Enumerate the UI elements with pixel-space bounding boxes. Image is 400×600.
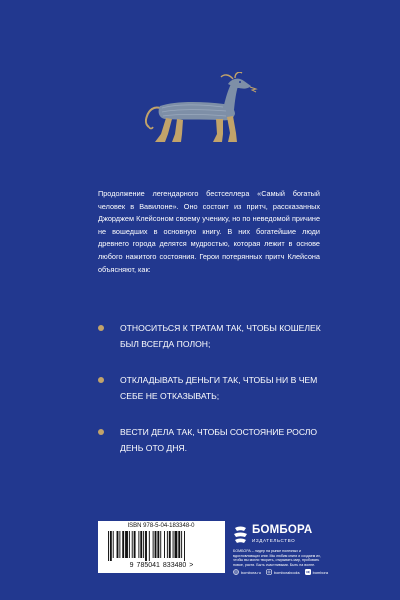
barcode-bar (122, 531, 124, 558)
barcode-bar (145, 531, 147, 561)
benefits-list (98, 320, 328, 476)
barcode-bar (184, 531, 185, 561)
list-item (98, 320, 328, 352)
barcode-bar (149, 531, 150, 561)
social-link-vk[interactable] (305, 569, 328, 575)
publisher-tagline: БОМБОРА – лидер на рынке полезных и вдохновляющих книг. Мы любим книги и создаем их, чтобы вы могли творить, открывать мир, пробовать новое, расти. Быть счастливыми. Быть на волне. (233, 549, 321, 568)
social-link-label: bomborabooks (273, 569, 300, 575)
barcode-bar (125, 531, 128, 558)
publisher-name: БОМБОРА (252, 524, 313, 536)
barcode-bar (155, 531, 157, 558)
bombora-logo-icon (233, 524, 248, 544)
barcode-bar (108, 531, 109, 561)
bullet-dot-icon (98, 325, 104, 331)
barcode-bar (129, 531, 130, 558)
social-link-label: bombora (312, 569, 329, 575)
barcode-bar (132, 531, 133, 558)
barcode-bar (164, 531, 165, 558)
barcode-bar (157, 531, 159, 558)
barcode-bar (119, 531, 120, 558)
list-item-text: ОТНОСИТЬСЯ К ТРАТАМ ТАК, ЧТОБЫ КОШЕЛЕК БЫЛ ВСЕГДА ПОЛОН; (120, 323, 321, 349)
barcode-digit-group: > (189, 562, 194, 569)
list-item-text: ВЕСТИ ДЕЛА ТАК, ЧТОБЫ СОСТОЯНИЕ РОСЛО ДЕНЬ ОТО ДНЯ. (120, 427, 318, 453)
social-link-website[interactable] (233, 569, 261, 575)
babylonian-beast-illustration (140, 72, 260, 150)
barcode-bar (167, 531, 168, 558)
barcode-bar (134, 531, 136, 558)
list-item (98, 424, 328, 456)
barcode-bars (106, 531, 217, 561)
barcode-bar (140, 531, 142, 558)
barcode-digit-group: 785041 (136, 562, 160, 569)
isbn-barcode (98, 521, 225, 573)
barcode-digit-group: 9 (129, 562, 134, 569)
list-item-text: ОТКЛАДЫВАТЬ ДЕНЬГИ ТАК, ЧТОБЫ НИ В ЧЕМ СЕБЕ НЕ ОТКАЗЫВАТЬ; (120, 375, 318, 401)
barcode-bar (169, 531, 171, 558)
barcode-bar (143, 531, 144, 558)
globe-icon (233, 569, 239, 575)
barcode-digits (98, 562, 225, 569)
publisher-brand (233, 523, 323, 545)
bullet-dot-icon (98, 377, 104, 383)
vk-icon (305, 569, 311, 575)
barcode-bar (181, 531, 182, 558)
bullet-dot-icon (98, 429, 104, 435)
barcode-bar (160, 531, 161, 558)
social-link-label: bombora.ru (241, 569, 261, 575)
barcode-bar (173, 531, 174, 558)
social-link-instagram[interactable] (266, 569, 300, 575)
barcode-bar (117, 531, 119, 558)
barcode-bar (175, 531, 178, 558)
publisher-social-links (233, 569, 329, 575)
list-item (98, 372, 328, 404)
barcode-bar (153, 531, 154, 558)
barcode-bar (110, 531, 112, 561)
barcode-bar (113, 531, 114, 558)
barcode-bar (178, 531, 180, 558)
publisher-subtitle: ИЗДАТЕЛЬСТВО (252, 538, 296, 543)
instagram-icon (266, 569, 272, 575)
barcode-digit-group: 833480 (162, 562, 187, 569)
book-description: Продолжение легендарного бестселлера «Самый богатый человек в Вавилоне». Оно состоит из притч, рассказанных Джорджем Клейсоном своему ученику, но по неведомой причине не вошедших в основную книгу. В них богатейшие люди древнего города делятся мудростью, которая лежит в основе любого нажитого состояния. Герои потерянных притч Клейсона объясняют, как: (98, 189, 320, 274)
isbn-label: ISBN 978-5-04-183348-0 (127, 523, 195, 529)
barcode-bar (138, 531, 139, 558)
